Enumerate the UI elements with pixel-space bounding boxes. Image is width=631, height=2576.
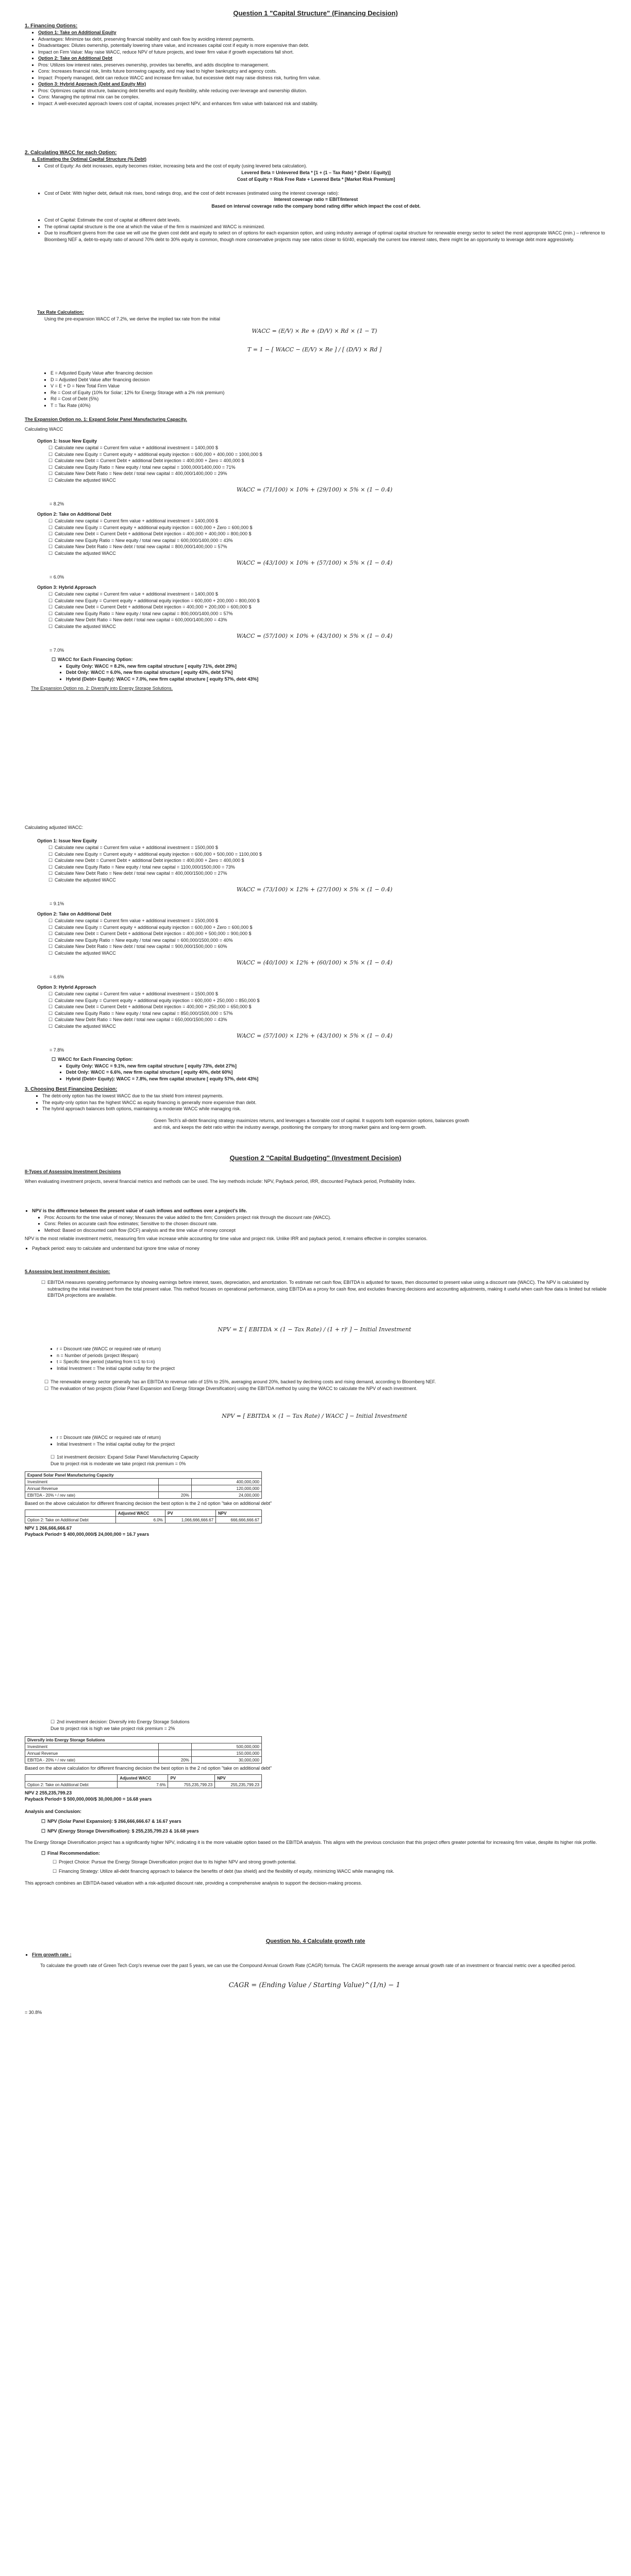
choice-point-c: ▪ The hybrid approach balances both options, maintaining a moderate WACC while managing risk. [42, 1106, 607, 1112]
legend-item: ▪ Rd = Cost of Debt (5%) [51, 396, 353, 402]
table-cell: Option 2: Take on Additional Debt [25, 1782, 118, 1788]
growth-section [25, 1952, 607, 1969]
table-cell: Investment [25, 1743, 159, 1750]
expansion-2-option-1 [37, 838, 604, 883]
calc-step: ☐ Calculate the adjusted WACC [55, 550, 604, 557]
exp2-option-2-result: = 6.6% [49, 974, 64, 979]
wacc-summary-item: ▪ Equity Only: WACC = 9.1%, new firm capital structure [ equity 73%, debt 27%] [66, 1063, 559, 1070]
npv2-legend-r: ▪ r = Discount rate (WACC or required rate of return) [57, 1434, 462, 1441]
payback-note: ▪ Payback period: easy to calculate and understand but ignore time value of money [32, 1245, 607, 1252]
table-cell [159, 1750, 192, 1757]
exp2-option-1-heading: Option 1: Issue New Equity [37, 838, 97, 843]
calculating-wacc-label: Calculating WACC [25, 427, 63, 432]
expansion-2-heading: The Expansion Option no. 2: Diversify into Energy Storage Solutions. [31, 686, 173, 691]
calc-step: ☐ Calculate new Debt = Current Debt + additional Debt injection = 400,000 + 250,000 = 650,000 $ [55, 1004, 604, 1010]
choice-paragraph: Green Tech's all-debt financing strategy maximizes returns, and leverages a favorable cost of capital. It supports both expansion options, balances growth and risk, and keeps the debt ratio within the industry average, positioning the company for strong market gains and long-term growth. [154, 1117, 469, 1130]
option-1-impact: ▪ Impact on Firm Value: May raise WACC, reduce NPV of future projects, and lower firm value if growth expectations fall short. [38, 49, 607, 56]
exp2-wacc-eq-2: WACC = (40/100) × 12% + (60/100) × 5% × (1 − 0.4) [236, 959, 393, 966]
optimal-structure-text: ▪ The optimal capital structure is the one at which the value of the firm is maximized and WACC is minimized. [44, 224, 607, 230]
financing-options-section [25, 23, 607, 107]
option-3-impact: ▪ Impact: A well-executed approach lowers cost of capital, increases project NPV, and enhances firm value with balanced risk and stability. [38, 100, 607, 107]
investment-2-sub: Due to project risk is high we take project risk premium = 2% [51, 1725, 175, 1731]
exp2-wacc-eq-3: WACC = (57/100) × 12% + (43/100) × 5% × (1 − 0.4) [236, 1032, 393, 1039]
ebitda-evaluation-note: ☐ The evaluation of two projects (Solar Panel Expansion and Energy Storage Diversification) using the EBITDA method by using the WACC to calculate the NPV of each investment. [51, 1385, 604, 1392]
calc-step: ☐ Calculate new Equity Ratio = New equity / total new capital = 850,000/1500,000 = 57% [55, 1010, 604, 1017]
ebitda-sector-note: ☐ The renewable energy sector generally has an EBITDA to revenue ratio of 15% to 25%, averaging around 20%, backed by declining costs and rising demand, according to Bloomberg NEF. [51, 1379, 604, 1385]
table-header-cell: Adjusted WACC [118, 1775, 168, 1782]
exp1-summary [43, 656, 559, 682]
option-3-heading: ▪ Option 3: Hybrid Approach (Debt and Equity Mix) [38, 81, 607, 88]
table-row [25, 1479, 262, 1485]
calc-step: ☐ Calculate new capital = Current firm value + additional investment = 1400,000 $ [55, 518, 604, 524]
table-row [25, 1492, 262, 1499]
npv-legend-item: ▪ Initial Investment = The initial capital outlay for the project [57, 1365, 462, 1372]
calc-step: ☐ Calculate new Equity Ratio = New equity / total new capital = 1000,000/1400,000 = 71% [55, 464, 604, 471]
expansion-1-option-1 [37, 438, 604, 483]
calc-step: ☐ Calculate new Equity = Current equity + additional equity injection = 600,000 + Zero = 600,000 $ [55, 924, 604, 931]
expansion-1-heading: The Expansion Option no. 1: Expand Solar Panel Manufacturing Capacity. [25, 417, 187, 422]
table-cell [159, 1743, 192, 1750]
investment-2-block [43, 1719, 559, 1732]
legend-item: ▪ Re = Cost of Equity (10% for Solar; 12% for Energy Storage with a 2% risk premium) [51, 389, 353, 396]
cost-of-equity-formula: Cost of Equity = Risk Free Rate + Levered Beta * [Market Risk Premium] [237, 176, 395, 182]
table-cell [159, 1485, 192, 1492]
table-cell: 755,235,799.23 [168, 1782, 215, 1788]
option-2-pros: ▪ Pros: Utilizes low interest rates, preserves ownership, provides tax benefits, and adds discipline to management. [38, 62, 607, 69]
exp1-wacc-eq-3: WACC = (57/100) × 10% + (43/100) × 5% × (1 − 0.4) [236, 633, 393, 639]
optimal-structure-heading: a. Estimating the Optimal Capital Structure (% Debt) [32, 157, 147, 162]
calc-step: ☐ Calculate New Debt Ratio = New debt / total new capital = 400,000/1400,000 = 29% [55, 470, 604, 477]
wacc-section [25, 149, 607, 243]
npv2-legend-initial: ▪ Initial Investment = The initial capital outlay for the project [57, 1441, 462, 1448]
tax-rate-section [37, 309, 604, 323]
option-1-advantages: ▪ Advantages: Minimize tax debt, preserving financial stability and cash flow by avoiding interest payments. [38, 36, 607, 43]
exp2-calc-label: Calculating adjusted WACC: [25, 825, 84, 830]
recommendation-financing: ☐ Financing Strategy: Utilize all-debt financing approach to balance the benefits of debt (tax shield) and the flexibility of equity, minimizing WACC while managing risk. [59, 1868, 607, 1875]
table-header-cell: NPV [215, 1775, 262, 1782]
table-cell: 120,000,000 [191, 1485, 261, 1492]
table-cell: 1,066,666,666.67 [165, 1517, 215, 1523]
choosing-best-section [25, 1086, 607, 1131]
wacc-summary-item: ▪ Debt Only: WACC = 6.0%, new firm capital structure [ equity 43%, debt 57%] [66, 669, 559, 676]
expansion-2-option-2 [37, 911, 604, 956]
npv-conclusion: NPV is the most reliable investment metric, measuring firm value increase while accounting for time value and project risk. Unlike IRR and payback period, it remains effective in complex scenarios. [25, 1236, 428, 1241]
growth-paragraph: To calculate the growth rate of Green Tech Corp's revenue over the past 5 years, we can use the Compound Annual Growth Rate (CAGR) formula. The CAGR represents the average annual growth rate of an investment or financial metric over a specified period. [40, 1962, 576, 1968]
exp2-option-3-result: = 7.8% [49, 1047, 64, 1053]
ebitda-paragraph: ☐ EBITDA measures operating performance by showing earnings before interest, taxes, depreciation, and amortization. To estimate net cash flow, EBITDA is adjusted for taxes, then discounted to present value using a discount rate (WACC). The NPV is calculated by subtracting the initial investment from the total present value. This method focuses on operational performance, using EBITDA as a proxy for cash flow, and excludes financing decisions and accounting adjustments, making it useful when cash flow data is limited but reliable EBITDA projections are available. [47, 1279, 607, 1299]
wacc-summary-item: ▪ Hybrid (Debt+ Equity): WACC = 7.8%, new firm capital structure [ equity 57%, debt 43%] [66, 1076, 559, 1082]
table-cell: 6.0% [115, 1517, 165, 1523]
calc-step: ☐ Calculate New Debt Ratio = New debt / total new capital = 900,000/1500,000 = 60% [55, 943, 604, 950]
calc-step: ☐ Calculate new capital = Current firm value + additional investment = 1500,000 $ [55, 991, 604, 997]
investment-1-npv: NPV 1 266,666,666.67 [25, 1526, 72, 1531]
npv-legend-item: ▪ r = Discount rate (WACC or required rate of return) [57, 1346, 462, 1352]
investment-1-result-table [25, 1510, 262, 1523]
expansion-2-option-3 [37, 984, 604, 1029]
calc-step: ☐ Calculate the adjusted WACC [55, 1023, 604, 1030]
calc-step: ☐ Calculate new Equity = Current equity + additional equity injection = 600,000 + 500,000 = 1100,000 $ [55, 851, 604, 858]
cost-of-debt-text: ▪ Cost of Debt: With higher debt, default risk rises, bond ratings drop, and the cost of debt increases (estimated using the interest coverage ratio): [44, 190, 607, 197]
investment-1-heading: ☐ 1st investment decision: Expand Solar Panel Manufacturing Capacity [57, 1454, 559, 1461]
table-cell: Annual Revenue [25, 1750, 159, 1757]
calc-step: ☐ Calculate new Equity Ratio = New equity / total new capital = 600,000/1400,000 = 43% [55, 537, 604, 544]
choosing-best-heading: 3. Choosing Best Financing Decision: [25, 1087, 118, 1092]
calc-step: ☐ Calculate New Debt Ratio = New debt / total new capital = 800,000/1400,000 = 57% [55, 544, 604, 550]
final-recommendation-heading: ☐ Final Recommendation: [47, 1850, 607, 1857]
legend-item: ▪ D = Adjusted Debt Value after financing decision [51, 377, 353, 383]
assessing-heading: 5.Assessing best investment decision: [25, 1269, 110, 1274]
exp2-option-3-heading: Option 3: Hybrid Approach [37, 985, 96, 990]
question-2-title: Question 2 "Capital Budgeting" (Investment Decision) [229, 1154, 402, 1162]
npv-definition: ▪ NPV is the difference between the present value of cash inflows and outflows over a project's life. [32, 1208, 607, 1214]
table-cell: 20% [159, 1757, 192, 1764]
table-header-cell: PV [165, 1510, 215, 1517]
exp1-option-1-heading: Option 1: Issue New Equity [37, 438, 97, 444]
recommendation-project-choice: ☐ Project Choice: Pursue the Energy Storage Diversification project due to its higher NPV and strong growth potential. [59, 1859, 607, 1866]
table-cell: 20% [159, 1492, 192, 1499]
question-1-title: Question 1 "Capital Structure" (Financing Decision) [233, 9, 398, 17]
choice-point-b: ▪ The equity-only option has the highest WACC as equity financing is generally more expensive than debt. [42, 1099, 607, 1106]
legend-item: ▪ E = Adjusted Equity Value after financing decision [51, 370, 353, 377]
table-cell: EBITDA - 20% ¹ / rev rate) [25, 1492, 159, 1499]
interest-coverage-formula: Interest coverage ratio = EBIT/Interest [274, 197, 358, 202]
industry-average-text: ▪ Due to insufficient givens from the case we will use the given cost debt and equity to select on of options for each expansion option, and using industry average of optimal capital structure for renewable energy sector to select the most approprate WACC (min.) – reference to Bloomberg NEF a, debt-to-equity ratio of around 70% debt to 30% equity is common, though more conservative projects may see ratios closer to 60/40, especially the current low interest rates, there might be an opportunity to leverage debt more aggressively. [44, 230, 607, 243]
table-row [25, 1757, 262, 1764]
analysis-heading: Analysis and Conclusion: [25, 1809, 82, 1814]
calc-step: ☐ Calculate new capital = Current firm value + additional investment = 1400,000 $ [55, 445, 604, 451]
legend-item: ▪ T = Tax Rate (40%) [51, 402, 353, 409]
table-cell: Annual Revenue [25, 1485, 159, 1492]
npv-section [25, 1208, 607, 1252]
table-header-cell: Adjusted WACC [115, 1510, 165, 1517]
calc-step: ☐ Calculate new Debt = Current Debt + additional Debt injection = 400,000 + 200,000 = 600,000 $ [55, 604, 604, 611]
exp1-option-2-heading: Option 2: Take on Additional Debt [37, 512, 111, 517]
option-2-impact: ▪ Impact: Properly managed, debt can reduce WACC and increase firm value, but excessive debt may raise distress risk, hurting firm value. [38, 75, 607, 81]
tax-rate-sub: Using the pre-expansion WACC of 7.2%, we derive the implied tax rate from the initial [44, 316, 220, 321]
calc-step: ☐ Calculate new capital = Current firm value + additional investment = 1500,000 $ [55, 918, 604, 924]
calc-step: ☐ Calculate new capital = Current firm value + additional investment = 1500,000 $ [55, 844, 604, 851]
analysis-paragraph: The Energy Storage Diversification project has a significantly higher NPV, indicating it is the more valuable option based on the EBITDA analysis. This aligns with the previous conclusion that this project offers greater potential for increasing firm value, despite its higher risk profile. [25, 1840, 597, 1845]
variable-legend [43, 370, 353, 409]
legend-item: ▪ V = E + D = New Total Firm Value [51, 383, 353, 389]
table-row [25, 1782, 262, 1788]
tax-rate-heading: Tax Rate Calculation: [37, 310, 84, 315]
investment-1-sub: Due to project risk is moderate we take project risk premium = 0% [51, 1461, 186, 1466]
assessing-section [25, 1268, 607, 1299]
exp2-option-2-heading: Option 2: Take on Additional Debt [37, 911, 111, 917]
calc-step: ☐ Calculate new Equity = Current equity + additional equity injection = 600,000 + Zero = 600,000 $ [55, 524, 604, 531]
exp1-summary-heading: ☐ WACC for Each Financing Option: [58, 656, 559, 663]
types-heading: II-Types of Assessing Investment Decisions [25, 1169, 121, 1174]
table-cell: 500,000,000 [191, 1743, 261, 1750]
calc-step: ☐ Calculate new Equity Ratio = New equity / total new capital = 1100,000/1500,000 = 73% [55, 864, 604, 871]
option-3-cons: ▪ Cons: Managing the optimal mix can be complex. [38, 94, 607, 100]
expansion-1-option-3 [37, 584, 604, 630]
exp1-option-3-heading: Option 3: Hybrid Approach [37, 585, 96, 590]
calc-step: ☐ Calculate new capital = Current firm value + additional investment = 1400,000 $ [55, 591, 604, 598]
exp2-summary-heading: ☐ WACC for Each Financing Option: [58, 1056, 559, 1063]
financing-options-heading: 1. Financing Options: [25, 23, 78, 29]
calc-step: ☐ Calculate new Equity = Current equity + additional equity injection = 600,000 + 400,000 = 1000,000 $ [55, 451, 604, 458]
table-header-cell [25, 1775, 118, 1782]
exp1-wacc-eq-1: WACC = (71/100) × 10% + (29/100) × 5% × (1 − 0.4) [236, 486, 393, 493]
tax-rate-formula: T = 1 − [ WACC − (E/V) × Re ] / [ (D/V) × Rd ] [247, 346, 382, 353]
table-header-cell: PV [168, 1775, 215, 1782]
option-2-cons: ▪ Cons: Increases financial risk, limits future borrowing capacity, and may lead to higher bankruptcy and agency costs. [38, 68, 607, 75]
calc-step: ☐ Calculate the adjusted WACC [55, 477, 604, 484]
types-section [25, 1168, 607, 1185]
analysis-npv-storage: ☐ NPV (Energy Storage Diversification): $ 255,235,799.23 & 16.68 years [47, 1828, 607, 1835]
npv-legend-item: ▪ t = Specific time period (starting from t=1 to t=n) [57, 1359, 462, 1365]
calc-step: ☐ Calculate new Equity Ratio = New equity / total new capital = 600,000/1500,000 = 40% [55, 937, 604, 944]
calc-step: ☐ Calculate the adjusted WACC [55, 623, 604, 630]
investment-2-table-title: Diversify into Energy Storage Solutions [25, 1737, 262, 1743]
analysis-section [25, 1808, 607, 1887]
table-row [25, 1517, 262, 1523]
types-paragraph: When evaluating investment projects, several financial metrics and methods can be used. The key methods include: NPV, Payback period, IRR, discounted Payback period, Profitability Index. [25, 1179, 416, 1184]
expansion-2-heading-block [31, 685, 546, 692]
table-cell: 24,000,000 [191, 1492, 261, 1499]
investment-1-table [25, 1471, 262, 1499]
calc-step: ☐ Calculate new Equity Ratio = New equity / total new capital = 800,000/1400,000 = 57% [55, 611, 604, 617]
question-4-title: Question No. 4 Calculate growth rate [265, 1938, 366, 1944]
investment-1-table-title: Expand Solar Panel Manufacturing Capacity [25, 1472, 262, 1479]
investment-2-table [25, 1736, 262, 1764]
wacc-summary-item: ▪ Equity Only: WACC = 8.2%, new firm capital structure [ equity 71%, debt 29%] [66, 663, 559, 670]
table-row [25, 1485, 262, 1492]
table-cell: 666,666,666.67 [216, 1517, 262, 1523]
exp2-summary [43, 1056, 559, 1082]
investment-2-table-note: Based on the above calculation for different financing decision the best option is the 2 nd option "take on additional debt" [25, 1766, 272, 1771]
exp1-wacc-eq-2: WACC = (43/100) × 10% + (57/100) × 5% × (1 − 0.4) [236, 560, 393, 566]
npv-method: ▪ Method: Based on discounted cash flow (DCF) analysis and the time value of money concept [44, 1227, 607, 1234]
npv-legend-2 [49, 1434, 462, 1447]
cagr-formula: CAGR = (Ending Value / Starting Value)^(1/n) − 1 [228, 1981, 401, 1989]
growth-result: = 30.8% [25, 2010, 42, 2015]
table-cell: 150,000,000 [191, 1750, 261, 1757]
investment-2-npv: NPV 2 255,235,799.23 [25, 1790, 72, 1795]
calc-step: ☐ Calculate new Equity = Current equity + additional equity injection = 600,000 + 200,000 = 800,000 $ [55, 598, 604, 604]
levered-beta-formula: Levered Beta = Unlevered Beta * [1 + (1 – Tax Rate) * (Debt / Equity)] [241, 170, 391, 175]
investment-1-block [43, 1454, 559, 1467]
table-header-cell: NPV [216, 1510, 262, 1517]
analysis-npv-solar: ☐ NPV (Solar Panel Expansion): $ 266,666,666.67 & 16.67 years [47, 1818, 607, 1825]
calc-step: ☐ Calculate new Equity = Current equity + additional equity injection = 600,000 + 250,000 = 850,000 $ [55, 997, 604, 1004]
choice-point-a: ▪ The debt-only option has the lowest WACC due to the tax shield from interest payments. [42, 1093, 607, 1099]
exp1-option-3-result: = 7.0% [49, 648, 64, 653]
wacc-heading: 2. Calculating WACC for each Option: [25, 150, 117, 156]
npv-pros: ▪ Pros: Accounts for the time value of money; Measures the value added to the firm; Considers project risk through the discount rate (WACC). [44, 1214, 607, 1221]
exp1-option-2-result: = 6.0% [49, 574, 64, 580]
investment-1-table-note: Based on the above calculation for different financing decision the best option is the 2 nd option "take on additional debt" [25, 1501, 272, 1506]
table-cell: 255,235,799.23 [215, 1782, 262, 1788]
calc-step: ☐ Calculate new Debt = Current Debt + additional Debt injection = 400,000 + 400,000 = 800,000 $ [55, 531, 604, 537]
table-cell: 30,000,000 [191, 1757, 261, 1764]
investment-1-payback: Payback Period= $ 400,000,000/$ 24,000,000 = 16.7 years [25, 1532, 150, 1537]
npv-legend [49, 1346, 462, 1371]
calc-step: ☐ Calculate New Debt Ratio = New debt / total new capital = 650,000/1500,000 = 43% [55, 1016, 604, 1023]
exp2-calc-label-block [25, 824, 592, 831]
calc-step: ☐ Calculate new Debt = Current Debt + additional Debt injection = 400,000 + Zero = 400,000 $ [55, 457, 604, 464]
investment-2-payback: Payback Period= $ 500,000,000/$ 30,000,000 = 16.68 years [25, 1797, 152, 1802]
exp2-option-1-result: = 9.1% [49, 901, 64, 906]
table-cell: EBITDA - 20% ¹ / rev rate) [25, 1757, 159, 1764]
expansion-1-option-2 [37, 511, 604, 556]
calc-step: ☐ Calculate the adjusted WACC [55, 877, 604, 884]
option-3-pros: ▪ Pros: Optimizes capital structure, balancing debt benefits and equity flexibility, while reducing over-leverage and ownership dilution. [38, 88, 607, 94]
cost-of-capital-text: ▪ Cost of Capital: Estimate the cost of capital at different debt levels. [44, 217, 607, 224]
calc-step: ☐ Calculate new Debt = Current Debt + additional Debt injection = 400,000 + Zero = 400,000 $ [55, 857, 604, 864]
investment-2-result-table [25, 1774, 262, 1788]
npv-ebitda-formula: NPV = Σ [ EBITDA × (1 − Tax Rate) / (1 + r)ᵗ ] − Initial Investment [218, 1326, 411, 1333]
investment-2-heading: ☐ 2nd investment decision: Diversify into Energy Storage Solutions [57, 1719, 559, 1725]
table-row [25, 1743, 262, 1750]
calc-step: ☐ Calculate new Debt = Current Debt + additional Debt injection = 400,000 + 500,000 = 900,000 $ [55, 930, 604, 937]
calc-step: ☐ Calculate New Debt Ratio = New debt / total new capital = 600,000/1400,000 = 43% [55, 617, 604, 623]
npv-legend-item: ▪ n = Number of periods (project lifespan) [57, 1352, 462, 1359]
wacc-summary-item: ▪ Hybrid (Debt+ Equity): WACC = 7.0%, new firm capital structure [ equity 57%, debt 43%] [66, 676, 559, 683]
exp2-wacc-eq-1: WACC = (73/100) × 12% + (27/100) × 5% × (1 − 0.4) [236, 886, 393, 893]
expansion-1-heading-block [25, 416, 592, 433]
growth-heading: ▪ Firm growth rate : [32, 1952, 607, 1958]
table-cell [159, 1479, 192, 1485]
option-1-heading: ▪ Option 1: Take on Additional Equity [38, 29, 607, 36]
table-cell: 7.6% [118, 1782, 168, 1788]
table-cell: Investment [25, 1479, 159, 1485]
wacc-formula-1: WACC = (E/V) × Re + (D/V) × Rd × (1 − T) [252, 328, 377, 334]
interest-coverage-note: Based on interval coverage ratio the company bond rating differ which impact the cost of debt. [211, 204, 421, 209]
cost-of-equity-text: ▪ Cost of Equity: As debt increases, equity becomes riskier, increasing beta and the cost of equity (using levered beta calculation). [44, 163, 607, 170]
wacc-summary-item: ▪ Debt Only: WACC = 6.6%, new firm capital structure [ equity 40%, debt 60%] [66, 1069, 559, 1076]
calc-step: ☐ Calculate the adjusted WACC [55, 950, 604, 957]
table-header-cell [25, 1510, 116, 1517]
table-cell: Option 2: Take on Additional Debt [25, 1517, 116, 1523]
table-row [25, 1750, 262, 1757]
npv-perpetuity-formula: NPV = [ EBITDA × (1 − Tax Rate) / WACC ] − Initial Investment [222, 1413, 407, 1419]
ebitda-notes [37, 1379, 604, 1392]
npv-cons: ▪ Cons: Relies on accurate cash flow estimates; Sensitive to the chosen discount rate. [44, 1221, 607, 1227]
option-1-disadvantages: ▪ Disadvantages: Dilutes ownership, potentially lowering share value, and increases capital cost if equity is more expensive than debt. [38, 42, 607, 49]
option-2-heading: ▪ Option 2: Take on Additional Debt [38, 55, 607, 62]
exp1-option-1-result: = 8.2% [49, 501, 64, 506]
calc-step: ☐ Calculate New Debt Ratio = New debt / total new capital = 400,000/1500,000 = 27% [55, 870, 604, 877]
recommendation-paragraph: This approach combines an EBITDA-based valuation with a risk-adjusted discount rate, providing a comprehensive analysis to support the decision-making process. [25, 1880, 362, 1886]
table-cell: 400,000,000 [191, 1479, 261, 1485]
